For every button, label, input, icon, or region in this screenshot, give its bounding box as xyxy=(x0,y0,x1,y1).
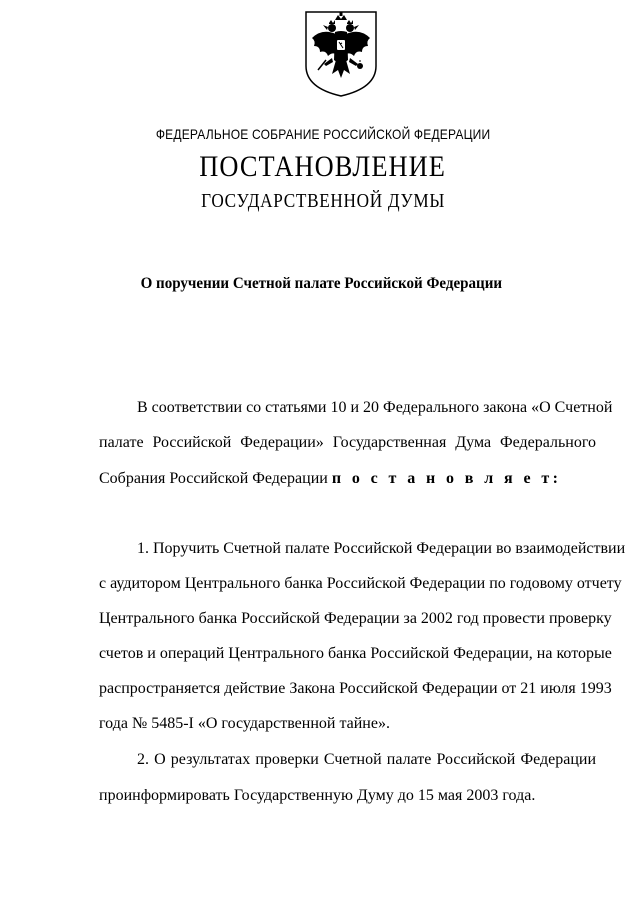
document-subject: О поручении Счетной палате Российской Федерации xyxy=(140,275,503,292)
item-1-line: счетов и операций Центрального банка Российской Федерации, на которые xyxy=(99,645,612,662)
item-2-line: проинформировать Государственную Думу до 15 мая 2003 года. xyxy=(99,787,536,804)
preamble-line-final xyxy=(99,469,596,489)
item-2-line: 2. О результатах проверки Счетной палате Российской Федерации xyxy=(137,751,596,768)
issuer-heading: ГОСУДАРСТВЕННОЙ ДУМЫ xyxy=(201,190,446,212)
item-1-line: распространяется действие Закона Российской Федерации от 21 июля 1993 xyxy=(99,680,612,697)
preamble-line: палате Российской Федерации» Государственная Дума Федерального xyxy=(99,434,596,451)
document-type-title: ПОСТАНОВЛЕНИЕ xyxy=(199,150,446,183)
item-1-line: с аудитором Центрального банка Российской Федерации по годовому отчету xyxy=(99,575,622,592)
resolves-text: п о с т а н о в л я е т: xyxy=(331,470,562,487)
preamble-line: В соответствии со статьями 10 и 20 Федерального закона «О Счетной xyxy=(137,399,613,416)
organization-heading: ФЕДЕРАЛЬНОЕ СОБРАНИЕ РОССИЙСКОЙ ФЕДЕРАЦИИ xyxy=(155,126,491,142)
item-1-line: Центрального банка Российской Федерации за 2002 год провести проверку xyxy=(99,610,612,627)
item-1-line: года № 5485-I «О государственной тайне». xyxy=(99,715,390,732)
coat-of-arms-icon xyxy=(302,8,380,98)
preamble-text: Собрания Российской Федерации xyxy=(99,470,332,487)
item-1-line: 1. Поручить Счетной палате Российской Федерации во взаимодействии xyxy=(137,540,626,557)
